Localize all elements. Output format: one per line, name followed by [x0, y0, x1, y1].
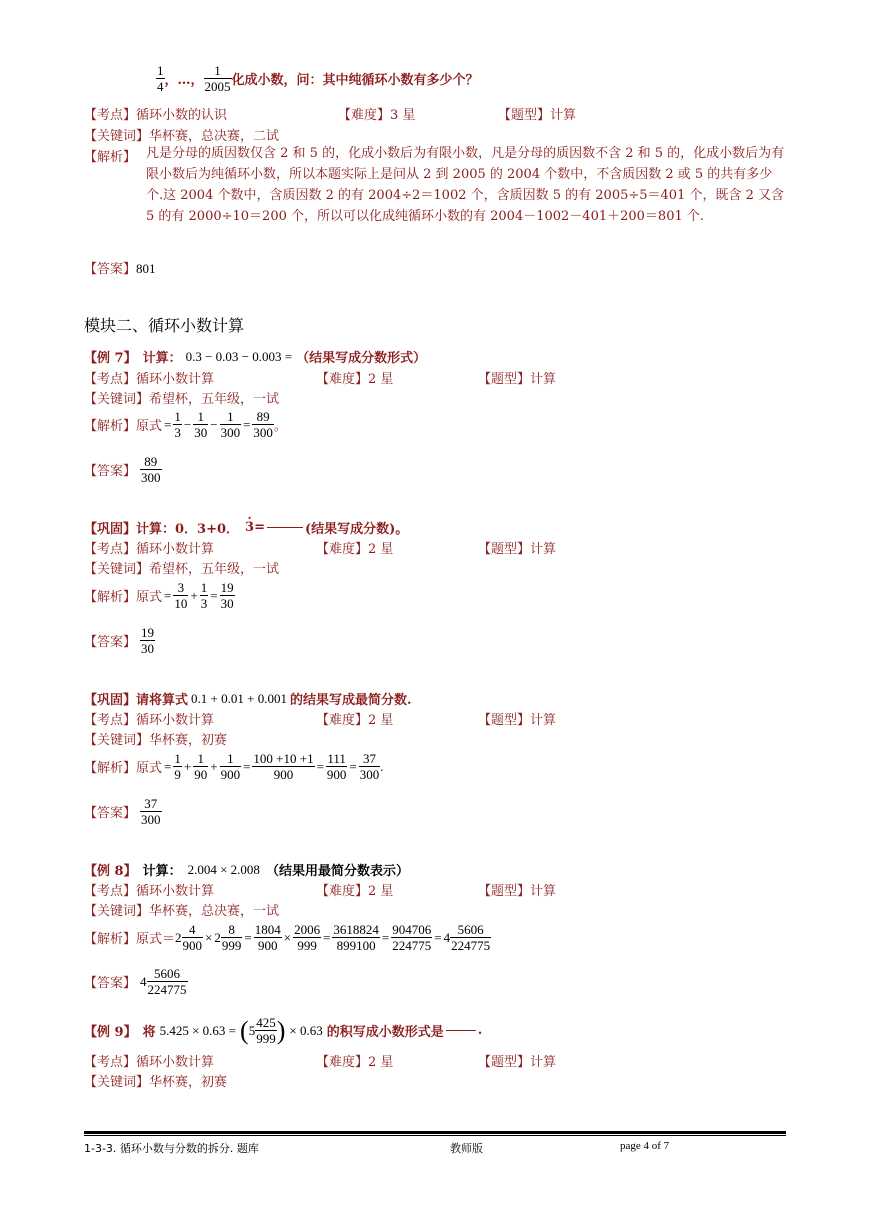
footer-rule-thin — [84, 1135, 786, 1136]
answer-row: 【答案】 $\frac{89}{300}$ — [84, 454, 161, 485]
answer-row: 【答案】 $\frac{19}{30}$ — [84, 625, 155, 656]
consolidation-2-question: 【巩固】 请将算式 0.1 + 0.01 + 0.001 的结果写成最简分数. — [84, 690, 412, 708]
consolidation-1-question: 【巩固】 计算：0．3+0． · 3 = (结果写成分数)。 — [84, 518, 408, 537]
kaodian-row: 【考点】循环小数的认识 — [84, 108, 228, 123]
jiexi-label: 【解析】 — [84, 150, 137, 165]
keyword-row: 【关键词】希望杯，五年级，一试 — [84, 392, 280, 407]
footer-edition: 教师版 — [450, 1142, 483, 1155]
answer-blank — [267, 527, 303, 528]
nandu-row: 【难度】3 星 — [338, 108, 416, 123]
kaodian-row: 【考点】循环小数计算 — [84, 884, 215, 899]
jiexi-row: 【解析】 原式 = $\frac{3}{10}$ + $\frac{1}{3}$ = $\frac{19}{30}$ — [84, 580, 234, 611]
expression: 0.1 + 0.01 + 0.001 — [191, 690, 287, 706]
tixing-row: 【题型】计算 — [478, 884, 557, 899]
ellipsis: ，…， — [164, 73, 204, 88]
example-8-question: 【例 8】 计算： 2.004 × 2.008 （结果用最简分数表示） — [84, 861, 409, 879]
example-9-question: 【例 9】 将 5.425 × 0.63 = ( 5 $\frac{425}{999}$ ) × 0.63 的积写成小数形式是 . — [84, 1015, 483, 1046]
keyword-row: 【关键词】华杯赛，初赛 — [84, 733, 228, 748]
tixing-row: 【题型】计算 — [478, 713, 557, 728]
tixing-row: 【题型】计算 — [478, 1055, 557, 1070]
example-label: 【例 9】 — [84, 1025, 137, 1040]
keyword-row: 【关键词】华杯赛，总决赛，二试 — [84, 129, 280, 144]
tixing-row: 【题型】计算 — [498, 108, 577, 123]
question-line — [156, 63, 479, 94]
jiexi-row: 【解析】 原式＝ 2 $\frac{4}{900}$ × 2 $\frac{8}{999}$ = $\frac{1804}{900}$ × $\frac{2006}{999}$ = $\frac{3618824}{899100}$ = $\frac{904706}{224775}$ = 4 $\frac{5606}{224775}$ — [84, 922, 491, 953]
example-7-question: 【例 7】 计算： 0.3 − 0.03 − 0.003 = （结果写成分数形式） — [84, 348, 427, 366]
kaodian-row: 【考点】循环小数计算 — [84, 372, 215, 387]
nandu-row: 【难度】2 星 — [316, 542, 394, 557]
keyword-row: 【关键词】希望杯，五年级，一试 — [84, 562, 280, 577]
example-label: 【巩固】 — [84, 522, 137, 537]
section-title: 模块二、循环小数计算 — [84, 316, 245, 335]
kaodian-row: 【考点】循环小数计算 — [84, 1055, 215, 1070]
nandu-row: 【难度】2 星 — [316, 372, 394, 387]
footer-rule — [84, 1131, 786, 1134]
jiexi-row: 【解析】 原式 = $\frac{1}{3}$ − $\frac{1}{30}$ − $\frac{1}{300}$ = $\frac{89}{300}$ 。 — [84, 409, 287, 440]
footer-title: 1-3-3. 循环小数与分数的拆分. 题库 — [84, 1142, 259, 1155]
example-label: 【例 8】 — [84, 864, 137, 879]
answer-row: 【答案】 4 $\frac{5606}{224775}$ — [84, 966, 187, 997]
answer-row: 【答案】 $\frac{37}{300}$ — [84, 796, 161, 827]
expression: 5.425 × 0.63 = — [159, 1022, 237, 1038]
nandu-row: 【难度】2 星 — [316, 1055, 394, 1070]
fraction: $\frac{1}{4}$ — [157, 63, 164, 94]
nandu-row: 【难度】2 星 — [316, 884, 394, 899]
question-text: 化成小数，问：其中纯循环小数有多少个？ — [231, 73, 479, 88]
example-label: 【例 7】 — [84, 351, 137, 366]
keyword-row: 【关键词】华杯赛，初赛 — [84, 1075, 228, 1090]
tixing-row: 【题型】计算 — [478, 372, 557, 387]
fraction: $\frac{1}{2005}$ — [204, 63, 231, 94]
kaodian-row: 【考点】循环小数计算 — [84, 542, 215, 557]
answer-blank — [446, 1030, 476, 1031]
jiexi-text: 凡是分母的质因数仅含 2 和 5 的，化成小数后为有限小数，凡是分母的质因数不含 2 和 5 的，化成小数后为有限小数后为纯循环小数，所以本题实际上是问从 2 到 2005 的 2004 个数中，不含质因数 2 或 5 的共有多少个.这 2004 个数中，含质因数 2 的有 2004÷2＝1002 个，含质因数 5 的有 2005÷5＝401 个，既含 2 又含 5 的有 2000÷10＝200 个，所以可以化成纯循环小数的有 2004－1002－401＋200＝801 个. — [146, 146, 785, 224]
answer-row: 【答案】801 — [84, 261, 156, 277]
example-label: 【巩固】 — [84, 693, 137, 708]
page-number: page 4 of 7 — [620, 1140, 670, 1152]
kaodian-row: 【考点】循环小数计算 — [84, 713, 215, 728]
jiexi-row: 【解析】 原式 = $\frac{1}{9}$ + $\frac{1}{90}$ + $\frac{1}{900}$ = $\frac{100 +10 +1}{900}$ = $\frac{111}{900}$ = $\frac{37}{300}$ . — [84, 751, 384, 782]
expression: 0.3 − 0.03 − 0.003 = — [185, 348, 293, 364]
expression: 2.004 × 2.008 — [187, 861, 260, 877]
nandu-row: 【难度】2 星 — [316, 713, 394, 728]
keyword-row: 【关键词】华杯赛，总决赛，一试 — [84, 904, 280, 919]
tixing-row: 【题型】计算 — [478, 542, 557, 557]
